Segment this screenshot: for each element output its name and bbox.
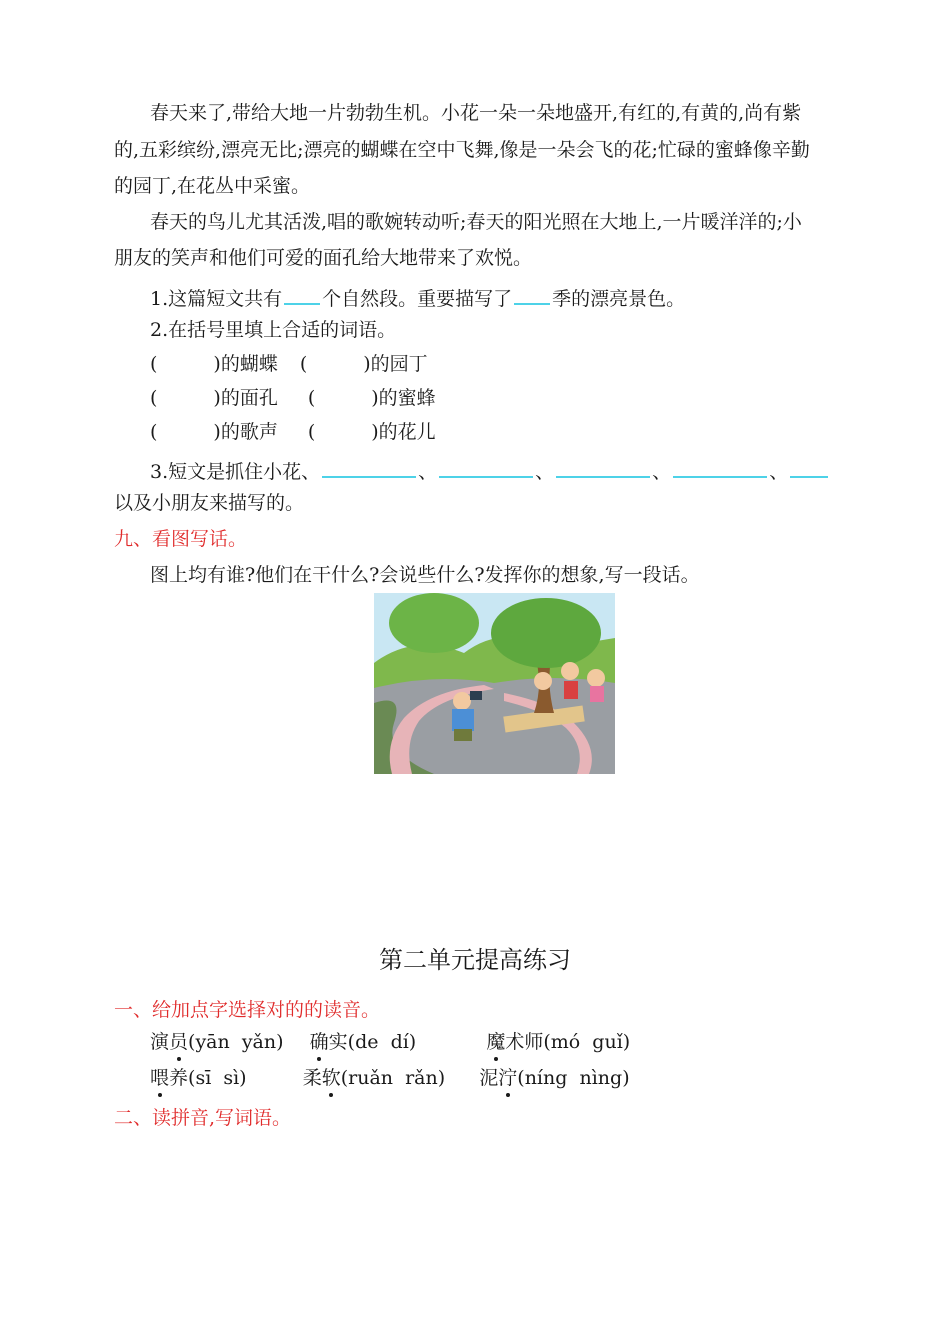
section-9-heading: 九、看图写话。 xyxy=(114,528,248,550)
passage-p2-l1: 春天的鸟儿尤其活泼,唱的歌婉转动听;春天的阳光照在大地上,一片暖洋洋的;小 xyxy=(150,211,802,233)
question-3-end: 以及小朋友来描写的。 xyxy=(114,492,305,514)
answer-blank[interactable] xyxy=(673,456,767,478)
pinyin-row: 演员(yān yǎn) 确实(de dí) 魔术师(mó guǐ) xyxy=(150,1031,631,1053)
pinyin-row: 喂养(sī sì) 柔软(ruǎn rǎn) 泥泞(níng nìng) xyxy=(150,1067,630,1089)
illustration-photo-scene xyxy=(374,593,615,774)
question-2-row: ( )的歌声 ( )的花儿 xyxy=(150,421,436,443)
answer-blank[interactable] xyxy=(439,456,533,478)
answer-blank[interactable] xyxy=(790,456,828,478)
question-1: 1.这篇短文共有 个自然段。重要描写了 季的漂亮景色。 xyxy=(150,283,870,311)
unit-title: 第二单元提高练习 xyxy=(379,946,571,974)
passage-p1-l3: 的园丁,在花丛中采蜜。 xyxy=(114,175,311,197)
passage-p1-l2: 的,五彩缤纷,漂亮无比;漂亮的蝴蝶在空中飞舞,像是一朵会飞的花;忙碌的蜜蜂像辛勤 xyxy=(114,139,810,161)
answer-blank[interactable] xyxy=(556,456,650,478)
question-2-row: ( )的蝴蝶 ( )的园丁 xyxy=(150,353,428,375)
section-1-heading: 一、给加点字选择对的的读音。 xyxy=(114,999,381,1021)
question-3: 3.短文是抓住小花、 、 、 、 、 xyxy=(150,456,870,484)
passage-p2-l2: 朋友的笑声和他们可爱的面孔给大地带来了欢悦。 xyxy=(114,247,533,269)
answer-blank[interactable] xyxy=(322,456,416,478)
question-2-row: ( )的面孔 ( )的蜜蜂 xyxy=(150,387,436,409)
passage-p1-l1: 春天来了,带给大地一片勃勃生机。小花一朵一朵地盛开,有红的,有黄的,尚有紫 xyxy=(150,102,802,124)
question-2-prompt: 2.在括号里填上合适的词语。 xyxy=(150,319,397,341)
section-2-heading: 二、读拼音,写词语。 xyxy=(114,1107,292,1129)
section-9-prompt: 图上均有谁?他们在干什么?会说些什么?发挥你的想象,写一段话。 xyxy=(150,564,700,586)
answer-blank[interactable] xyxy=(514,283,550,305)
answer-blank[interactable] xyxy=(284,283,320,305)
